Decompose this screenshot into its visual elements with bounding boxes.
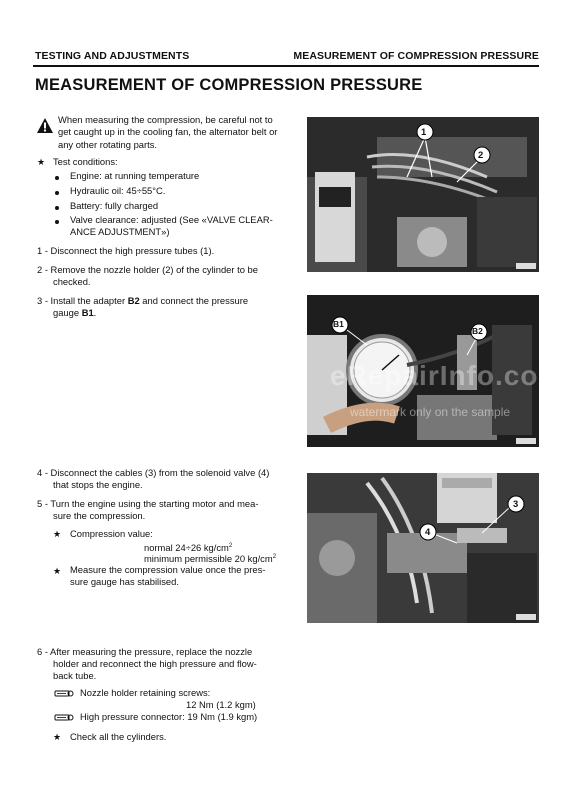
condition-item: Hydraulic oil: 45÷55°C.: [70, 185, 166, 196]
photo-high-pressure-tubes: [307, 117, 539, 272]
wrench-torque-icon: [54, 713, 74, 722]
warning-line: When measuring the compression, be careful not to: [58, 114, 273, 125]
step-3-text: gauge: [53, 307, 82, 318]
step-3-text: 3 - Install the adapter: [37, 295, 128, 306]
wrench-torque-icon: [54, 689, 74, 698]
callout-4: 4: [425, 526, 431, 537]
callout-1: 1: [421, 126, 427, 137]
bullet-icon: [55, 176, 59, 180]
bullet-icon: [55, 220, 59, 224]
callout-b2: B2: [472, 326, 483, 336]
condition-item: ANCE ADJUSTMENT»): [70, 226, 170, 237]
step-2-line: 2 - Remove the nozzle holder (2) of the cylinder to be: [37, 264, 258, 275]
photo-solenoid-valve: [307, 473, 539, 623]
test-conditions-label: Test conditions:: [53, 156, 118, 167]
callout-3: 3: [513, 498, 519, 509]
step-2-line: checked.: [53, 276, 91, 287]
star-bullet-icon: ★: [53, 732, 62, 742]
superscript: 2: [228, 543, 233, 549]
condition-item: Battery: fully charged: [70, 200, 159, 211]
torque-1-value: 12 Nm (1.2 kgm): [186, 699, 256, 710]
running-header-left: TESTING AND ADJUSTMENTS: [35, 50, 190, 62]
warning-text: [58, 114, 289, 151]
bullet-icon: [55, 191, 59, 195]
compression-minimum-text: minimum permissible 20 kg/cm: [144, 553, 273, 565]
callout-b1: B1: [333, 319, 344, 329]
superscript: 2: [272, 554, 277, 560]
running-header-right: MEASUREMENT OF COMPRESSION PRESSURE: [293, 50, 539, 62]
step-6-line: holder and reconnect the high pressure and flow-: [53, 658, 257, 669]
check-note: Check all the cylinders.: [70, 731, 167, 742]
gauge-code: B1: [81, 307, 94, 318]
step-3-text: .: [93, 307, 97, 318]
step-5-line: sure the compression.: [53, 510, 146, 521]
star-bullet-icon: ★: [53, 529, 62, 539]
header-rule: [33, 65, 539, 67]
warning-line: any other rotating parts.: [58, 138, 158, 150]
watermark: eRepairInfo.com: [330, 360, 565, 391]
star-bullet-icon: ★: [53, 566, 62, 576]
step-5-line: 5 - Turn the engine using the starting motor and mea-: [37, 498, 259, 509]
warning-line: get caught up in the cooling fan, the alternator belt or: [58, 126, 278, 138]
warning-triangle-icon: [36, 117, 54, 134]
compression-value-label: Compression value:: [70, 528, 153, 539]
stabilise-note-line: Measure the compression value once the pres-: [70, 564, 266, 575]
step-3-line: [37, 295, 289, 307]
step-3-text: and connect the pressure: [139, 295, 249, 306]
bullet-icon: [55, 206, 59, 210]
step-4-line: that stops the engine.: [53, 479, 143, 490]
watermark-note: watermark only on the sample: [350, 405, 511, 419]
condition-item: Valve clearance: adjusted (See «VALVE CLEAR-: [70, 214, 273, 225]
photo-id-tag: [516, 438, 536, 444]
step-4-line: 4 - Disconnect the cables (3) from the solenoid valve (4): [37, 467, 270, 478]
star-bullet-icon: ★: [37, 157, 46, 167]
photo-id-tag: [516, 614, 536, 620]
photo-id-tag: [516, 263, 536, 269]
step-3-line: [53, 307, 96, 319]
callout-2: 2: [478, 149, 484, 160]
adapter-code: B2: [127, 295, 140, 306]
compression-normal-text: normal 24÷26 kg/cm: [144, 542, 229, 554]
stabilise-note-line: sure gauge has stabilised.: [70, 576, 179, 587]
torque-2: High pressure connector: 19 Nm (1.9 kgm): [80, 711, 258, 722]
step-6-line: back tube.: [53, 670, 97, 681]
torque-1-label: Nozzle holder retaining screws:: [80, 687, 211, 698]
condition-item: Engine: at running temperature: [70, 170, 200, 181]
step-6-line: 6 - After measuring the pressure, replace the nozzle: [37, 646, 253, 657]
page-title: MEASUREMENT OF COMPRESSION PRESSURE: [35, 76, 423, 94]
step-1: 1 - Disconnect the high pressure tubes (1).: [37, 245, 215, 256]
